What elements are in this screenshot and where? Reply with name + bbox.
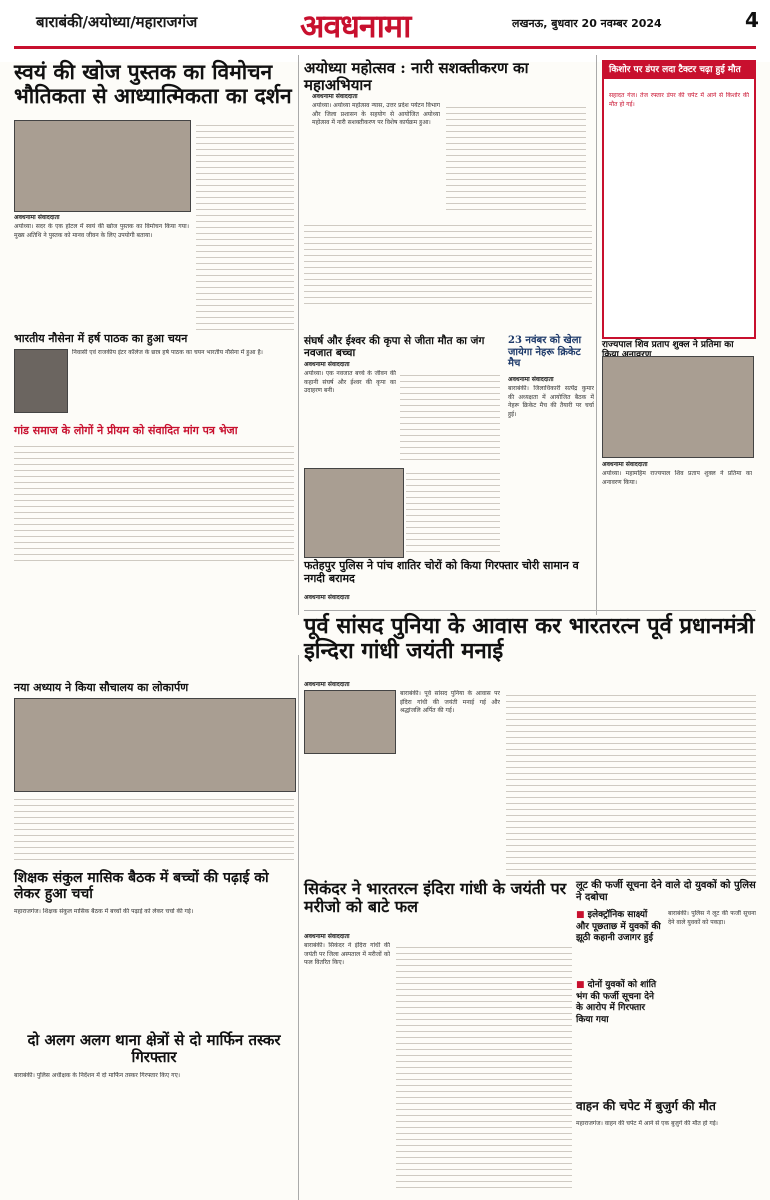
headline: लूट की फर्जी सूचना देने वाले दो युवकों को पुलिस ने दबोचा: [576, 880, 756, 903]
byline: अवधनामा संवाददाता: [304, 361, 350, 368]
headline: 23 नवंबर को खेला जायेगा नेहरू क्रिकेट मैच: [508, 335, 582, 369]
byline: अवधनामा संवाददाता: [602, 461, 648, 468]
article-newborn: [304, 335, 504, 395]
column-rule: [298, 655, 299, 1200]
headline: शिक्षक संकुल मासिक बैठक में बच्चों की पढ़ाई को लेकर हुआ चर्चा: [14, 870, 269, 903]
article-body: सहादत गंज। तेज रफ्तार डंपर की चपेट में आने से किशोर की मौत हो गई।: [609, 92, 749, 108]
bullet-point: ■ दोनों युवकों को शांति भंग की फर्जी सूचना देने के आरोप में गिरफ्तार किया गया: [576, 980, 657, 1026]
headline: भारतीय नौसेना में हर्ष पाठक का हुआ चयन: [14, 332, 188, 345]
headline: नया अध्याय ने किया सौचालय का लोकार्पण: [14, 681, 189, 694]
article-cricket: [508, 335, 594, 419]
bullet-dot: ■: [576, 980, 588, 990]
article-body: बाराबंकी। सिकंदर ने इंदिरा गांधी की जयंती पर जिला अस्पताल में मरीजों को फल वितरित किए।: [304, 942, 390, 967]
headline: वाहन की चपेट में बुजुर्ग की मौत: [576, 1099, 716, 1113]
article-body: बाराबंकी। पुलिस ने लूट की फर्जी सूचना देने वाले युवकों को पकड़ा।: [668, 910, 756, 926]
page-number: 4: [745, 8, 759, 32]
article-thieves-arrest: [304, 559, 594, 601]
article-body-lines: [400, 370, 500, 464]
byline: अवधनामा संवाददाता: [14, 214, 60, 221]
article-fruits-distribution: [304, 879, 572, 967]
headline: पूर्व सांसद पुनिया के आवास कर भारतरत्न पूर्व प्रधानमंत्री इन्दिरा गांधी जयंती मनाई: [304, 613, 755, 665]
sidebar-accident: [602, 60, 756, 339]
headline: स्वयं की खोज पुस्तक का विमोचन भौतिकता से आध्यात्मिकता का दर्शन: [14, 59, 292, 109]
article-navy: [14, 332, 294, 356]
article-body-lines: [196, 120, 294, 331]
article-fake-robbery: [576, 880, 756, 1026]
article-body-lines: [14, 441, 294, 561]
byline: अवधनामा संवाददाता: [508, 376, 554, 383]
article-body: अयोध्या। अयोध्या महोत्सव न्यास, उत्तर प्रदेश पर्यटन विभाग और जिला प्रशासन के सहयोग से आयोजित अयोध्या महोत्सव में नारी सशक्तीकरण पर विशेष कार्यक्रम हुआ।: [312, 102, 440, 127]
article-body: निवासी एवं राजकीय इंटर कॉलेज के छात्र हर्ष पाठक का चयन भारतीय नौसेना में हुआ है।: [72, 349, 263, 356]
photo-newborn: [304, 468, 404, 558]
byline: अवधनामा संवाददाता: [304, 933, 350, 940]
article-body: महाराजगंज। वाहन की चपेट में आने से एक बुजुर्ग की मौत हो गई।: [576, 1120, 718, 1127]
section-title: बाराबंकी/अयोध्या/महाराजगंज: [36, 13, 198, 31]
bullet-dot: ■: [576, 910, 588, 920]
article-body-lines: [446, 102, 586, 214]
photo-stage: [14, 120, 191, 212]
article-body: महाराजगंज। शिक्षक संकुल मासिक बैठक में बच्चों की पढ़ाई को लेकर चर्चा की गई।: [14, 908, 194, 915]
headline: दो अलग अलग थाना क्षेत्रों से दो मार्फिन तस्कर गिरफ्तार: [27, 1031, 281, 1067]
dateline: लखनऊ, बुधवार 20 नवम्बर 2024: [512, 17, 662, 30]
headline: राज्यपाल शिव प्रताप शुक्ल ने प्रतिमा का: [602, 340, 734, 350]
article-toilet: [14, 682, 294, 695]
headline: अयोध्या महोत्सव : नारी सशक्तीकरण का महाअभियान: [304, 59, 529, 95]
article-morphine-arrest: [14, 1031, 294, 1079]
byline: अवधनामा संवाददाता: [304, 681, 350, 688]
section-divider: [304, 610, 756, 611]
article-body: बाराबंकी। पुलिस अधीक्षक के निर्देशन में दो मार्फिन तस्कर गिरफ्तार किए गए।: [14, 1072, 181, 1079]
column-rule: [298, 55, 299, 615]
article-body-lines: [14, 794, 294, 862]
article-body: अयोध्या। महामहिम राज्यपाल शिव प्रताप शुक्ल ने प्रतिमा का अनावरण किया।: [602, 470, 752, 486]
article-body-lines: [506, 690, 756, 876]
article-body-lines: [304, 220, 592, 306]
column-rule: [596, 55, 597, 615]
article-body: अयोध्या। सदर के एक होटल में स्वयं की खोज पुस्तक का विमोचन किया गया। मुख्य अतिथि ने पुस्तक को मानव जीवन के लिए उपयोगी बताया।: [14, 223, 189, 239]
article-body-lines: [396, 942, 572, 1192]
article-body: बाराबंकी। जिलाधिकारी सत्येंद्र कुमार की अध्यक्षता में आयोजित बैठक में नेहरू क्रिकेट मैच की तैयारी पर चर्चा हुई।: [508, 385, 594, 419]
article-book-launch: [14, 59, 294, 239]
headline: गांड समाज के लोगों ने प्रीयम को संवादित मांग पत्र भेजा: [14, 424, 238, 437]
masthead: [0, 0, 770, 62]
byline: अवधनामा संवाददाता: [304, 594, 350, 601]
byline: अवधनामा संवाददाता: [312, 93, 358, 100]
photo-tribute: [304, 690, 396, 754]
logo-text: अवधनामा: [300, 7, 411, 45]
newspaper-logo: [300, 4, 470, 44]
bullet-point: ■ इलेक्ट्रॉनिक साक्ष्यों और पूछताछ में युवकों की झूठी कहानी उजागर हुई: [576, 910, 661, 944]
headline: सिकंदर ने भारतरत्न इंदिरा गांधी के जयंती पर मरीजो को बाटे फल: [304, 879, 567, 917]
photo-statue: [602, 356, 754, 458]
article-teachers-meeting: [14, 870, 294, 915]
article-women-empowerment: [304, 59, 592, 127]
headline: फतेहपुर पुलिस ने पांच शातिर चोरों को किया गिरफ्तार चोरी सामान व नगदी बरामद: [304, 559, 579, 585]
headline: किशोर पर डंपर लदा टैक्टर चढ़ा हुई मौत: [604, 62, 754, 79]
article-indira-jayanti: [304, 613, 756, 715]
article-elderly-death: [576, 1099, 756, 1127]
article-statue: [602, 340, 752, 486]
article-body: अयोध्या। एक नवजात बच्चे के जीवन की कहानी संघर्ष और ईश्वर की कृपा का उदाहरण बनी।: [304, 370, 396, 395]
masthead-rule: [14, 46, 756, 49]
photo-inauguration: [14, 698, 296, 792]
headline: संघर्ष और ईश्वर की कृपा से जीता मौत का जंग नवजात बच्चा: [304, 335, 485, 360]
article-body-lines: [406, 468, 500, 556]
article-memorandum: [14, 425, 294, 438]
photo-portrait: [14, 349, 68, 413]
article-body: बाराबंकी। पूर्व सांसद पुनिया के आवास पर इंदिरा गांधी की जयंती मनाई गई और श्रद्धांजलि अर्पित की गई।: [400, 690, 500, 715]
